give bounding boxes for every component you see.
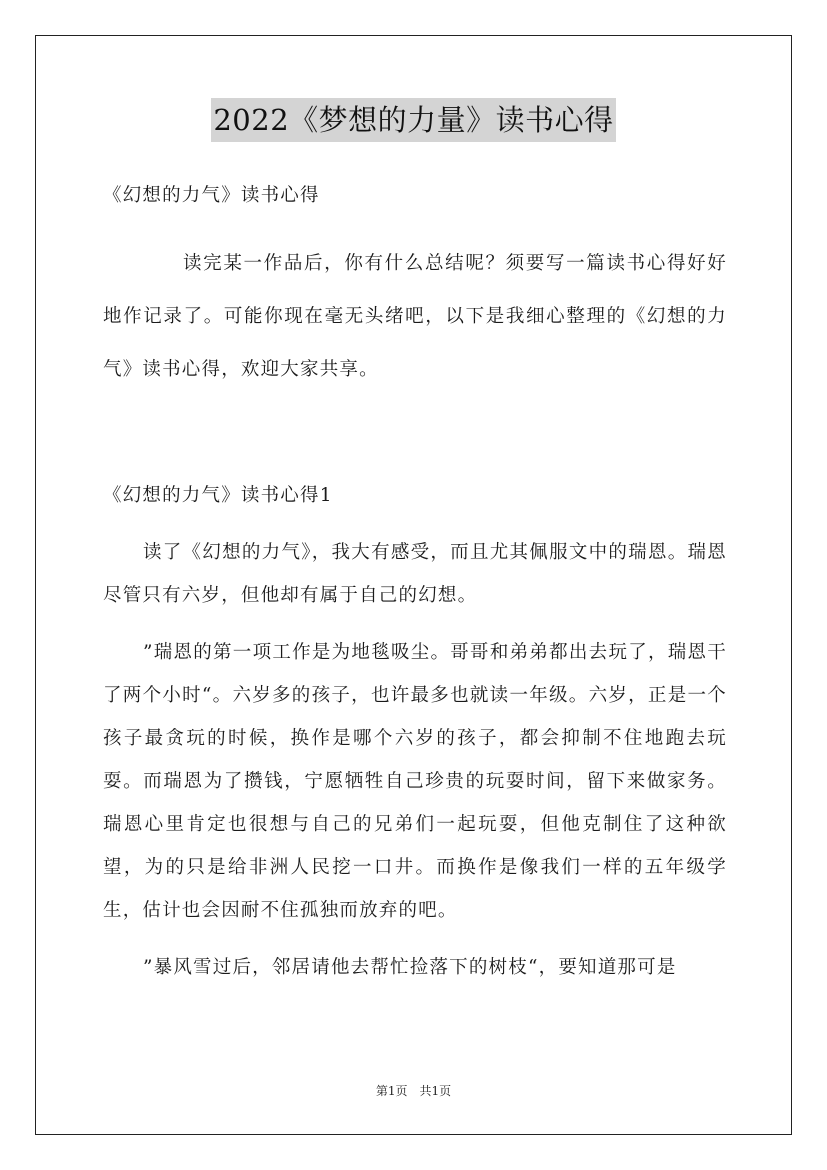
intro-paragraph: 读完某一作品后，你有什么总结呢？须要写一篇读书心得好好地作记录了。可能你现在毫无头绪吧，以下是我细心整理的《幻想的力气》读书心得，欢迎大家共享。 bbox=[103, 253, 727, 380]
body-paragraph-1: 读了《幻想的力气》，我大有感受，而且尤其佩服文中的瑞恩。瑞恩尽管只有六岁，但他却有属于自己的幻想。 bbox=[103, 542, 727, 606]
body-paragraph-3: ”暴风雪过后，邻居请他去帮忙捡落下的树枝“，要知道那可是 bbox=[143, 957, 677, 978]
document-title: 2022《梦想的力量》读书心得 bbox=[211, 98, 615, 142]
document-body bbox=[103, 174, 727, 989]
subtitle: 《幻想的力气》读书心得 bbox=[103, 185, 320, 206]
section-heading: 《幻想的力气》读书心得1 bbox=[103, 485, 333, 506]
title-container bbox=[0, 98, 827, 142]
page-footer: 第1页 共1页 bbox=[375, 1084, 452, 1098]
body-paragraph-2: ”瑞恩的第一项工作是为地毯吸尘。哥哥和弟弟都出去玩了，瑞恩干了两个小时“。六岁多的孩子，也许最多也就读一年级。六岁，正是一个孩子最贪玩的时候，换作是哪个六岁的孩子，都会抑制不住地跑去玩耍。而瑞恩为了攒钱，宁愿牺牲自己珍贵的玩耍时间，留下来做家务。瑞恩心里肯定也很想与自己的兄弟们一起玩耍，但他克制住了这种欲望，为的只是给非洲人民挖一口井。而换作是像我们一样的五年级学生，估计也会因耐不住孤独而放弃的吧。 bbox=[103, 642, 727, 921]
